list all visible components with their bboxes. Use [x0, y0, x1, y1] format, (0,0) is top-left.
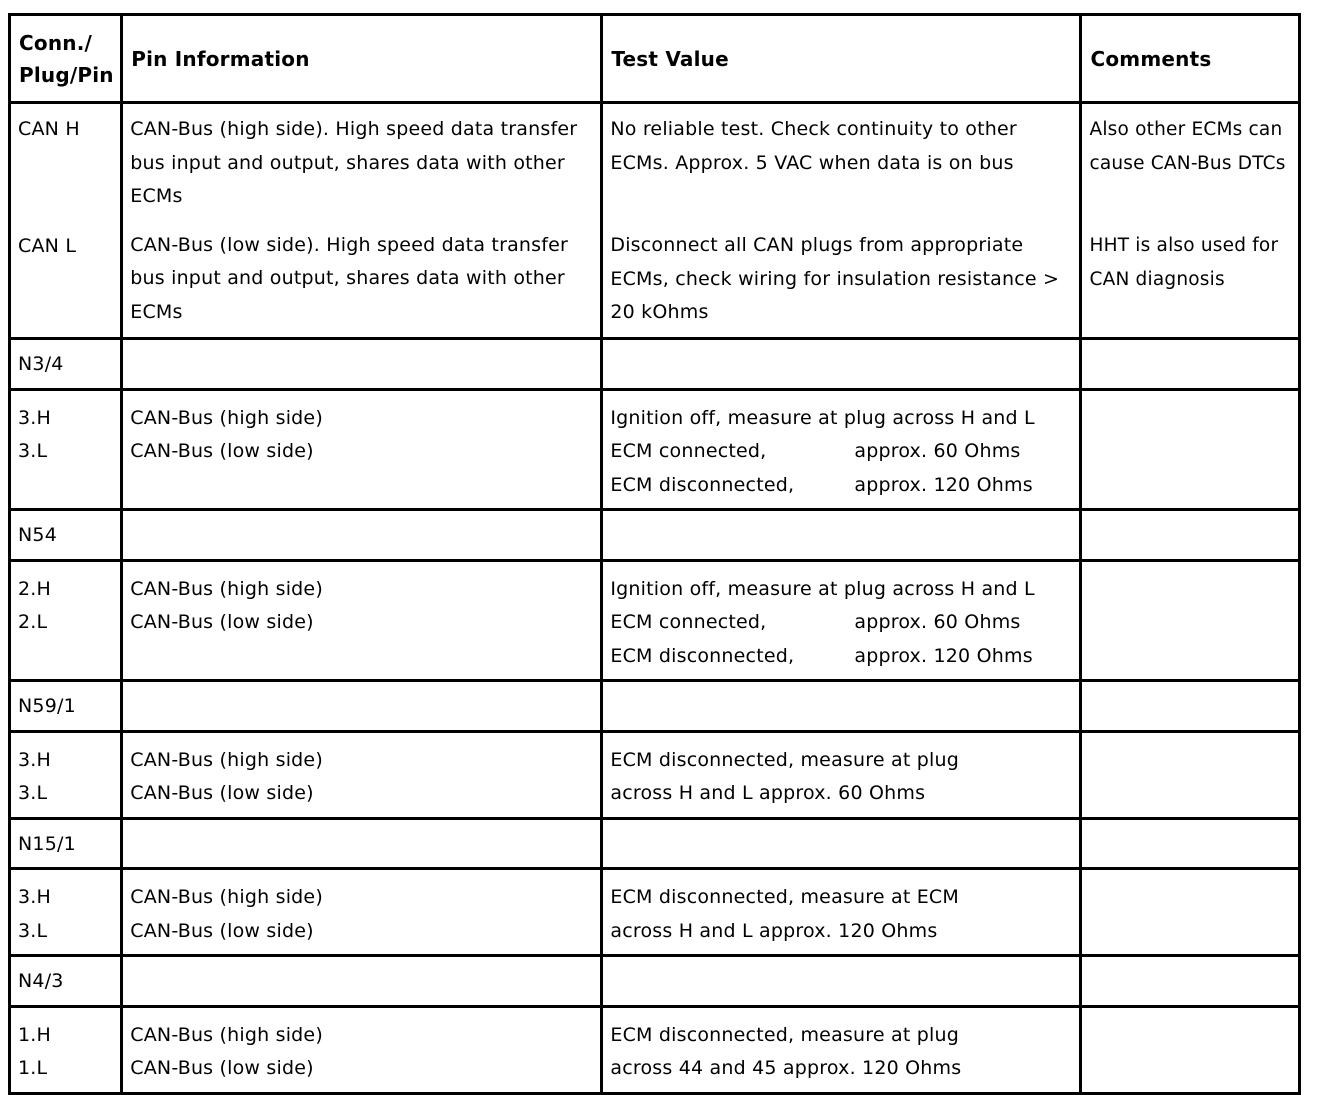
- pins-cell: [10, 731, 122, 818]
- pin-high: 3.H: [18, 886, 52, 908]
- pin-can-l: CAN L: [18, 234, 77, 257]
- test-result: approx. 120 Ohms: [854, 473, 1033, 496]
- comment-can-l: HHT is also used for CAN diagnosis: [1089, 235, 1279, 290]
- comment-cell: [1081, 560, 1300, 681]
- info-cell: [122, 389, 602, 510]
- table-row-group-label: [10, 339, 1300, 390]
- table-row-group-label: [10, 681, 1300, 732]
- info-cell: [122, 869, 602, 956]
- header-comments: Comments: [1081, 15, 1300, 103]
- info-high: CAN-Bus (high side): [130, 748, 323, 771]
- pins-cell: [10, 1006, 122, 1093]
- can-test-cell: [602, 103, 1081, 339]
- test-condition: ECM connected,: [610, 440, 767, 462]
- info-high: CAN-Bus (high side): [130, 1023, 323, 1046]
- info-low: CAN-Bus (low side): [130, 919, 314, 942]
- test-cell: [602, 560, 1081, 681]
- test-condition: ECM connected,: [610, 611, 767, 633]
- test-condition: ECM disconnected,: [610, 644, 795, 667]
- table-row: [10, 869, 1300, 956]
- test-line: across 44 and 45 approx. 120 Ohms: [610, 1057, 962, 1079]
- comment-cell: [1081, 389, 1300, 510]
- test-line: ECM disconnected, measure at plug: [610, 748, 959, 771]
- can-bus-pin-table: [8, 13, 1301, 1095]
- test-result: approx. 120 Ohms: [854, 644, 1033, 667]
- info-high: CAN-Bus (high side): [130, 577, 323, 600]
- test-condition: ECM disconnected,: [610, 473, 795, 496]
- test-cell: [602, 869, 1081, 956]
- can-info-cell: [122, 103, 602, 339]
- pin-low: 3.L: [18, 782, 48, 804]
- comment-cell: [1081, 731, 1300, 818]
- test-line: across H and L approx. 60 Ohms: [610, 782, 926, 804]
- test-line: ECM disconnected, measure at plug: [610, 1023, 959, 1046]
- info-can-l: CAN-Bus (low side). High speed data transfer bus input and output, shares data with other ECMs: [130, 233, 569, 323]
- test-line: ECM disconnected, measure at ECM: [610, 886, 959, 908]
- can-comment-cell: [1081, 103, 1300, 339]
- info-low: CAN-Bus (low side): [130, 1057, 314, 1079]
- pin-low: 2.L: [18, 611, 48, 633]
- table-row-can: [10, 103, 1300, 339]
- test-result: approx. 60 Ohms: [854, 611, 1021, 633]
- info-cell: [122, 1006, 602, 1093]
- test-cell: [602, 1006, 1081, 1093]
- comment-cell: [1081, 869, 1300, 956]
- info-low: CAN-Bus (low side): [130, 611, 314, 633]
- group-label-cell: N59/1: [10, 681, 122, 732]
- info-low: CAN-Bus (low side): [130, 440, 314, 462]
- test-line: Ignition off, measure at plug across H and L: [610, 577, 1035, 600]
- info-cell: [122, 560, 602, 681]
- test-result: approx. 60 Ohms: [854, 440, 1021, 462]
- info-cell: [122, 731, 602, 818]
- comment-can-h: Also other ECMs can cause CAN-Bus DTCs: [1089, 119, 1286, 174]
- pin-low: 3.L: [18, 919, 48, 942]
- test-line: across H and L approx. 120 Ohms: [610, 919, 938, 942]
- pin-can-h: CAN H: [18, 118, 80, 140]
- test-line: Ignition off, measure at plug across H and L: [610, 406, 1035, 429]
- test-cell: [602, 731, 1081, 818]
- pins-cell: [10, 389, 122, 510]
- test-cell: [602, 389, 1081, 510]
- table-row-group-label: [10, 956, 1300, 1007]
- can-pins-cell: [10, 103, 122, 339]
- pins-cell: [10, 869, 122, 956]
- table-row: [10, 731, 1300, 818]
- info-high: CAN-Bus (high side): [130, 886, 323, 908]
- test-can-h: No reliable test. Check continuity to other ECMs. Approx. 5 VAC when data is on bus: [610, 118, 1017, 174]
- header-pin-info: Pin Information: [122, 15, 602, 103]
- table-row-group-label: [10, 818, 1300, 869]
- header-row: [10, 15, 1300, 103]
- header-conn: Conn./ Plug/Pin: [10, 15, 122, 103]
- info-low: CAN-Bus (low side): [130, 782, 314, 804]
- info-high: CAN-Bus (high side): [130, 406, 323, 429]
- table-row: [10, 560, 1300, 681]
- pin-low: 3.L: [18, 440, 48, 462]
- test-can-l: Disconnect all CAN plugs from appropriate ECMs, check wiring for insulation resistance > 20 kOhms: [610, 234, 1060, 323]
- group-label-cell: N54: [10, 510, 122, 561]
- group-label-cell: N4/3: [10, 956, 122, 1007]
- info-can-h: CAN-Bus (high side). High speed data transfer bus input and output, shares data with other ECMs: [130, 118, 578, 207]
- pin-high: 1.H: [18, 1023, 52, 1046]
- table-row: [10, 389, 1300, 510]
- pin-high: 2.H: [18, 577, 52, 600]
- pin-low: 1.L: [18, 1057, 48, 1079]
- table-row: [10, 1006, 1300, 1093]
- header-test-value: Test Value: [602, 15, 1081, 103]
- group-label-cell: N3/4: [10, 339, 122, 390]
- pin-high: 3.H: [18, 748, 52, 771]
- table-row-group-label: [10, 510, 1300, 561]
- group-label-cell: N15/1: [10, 818, 122, 869]
- comment-cell: [1081, 1006, 1300, 1093]
- pin-high: 3.H: [18, 406, 52, 429]
- pins-cell: [10, 560, 122, 681]
